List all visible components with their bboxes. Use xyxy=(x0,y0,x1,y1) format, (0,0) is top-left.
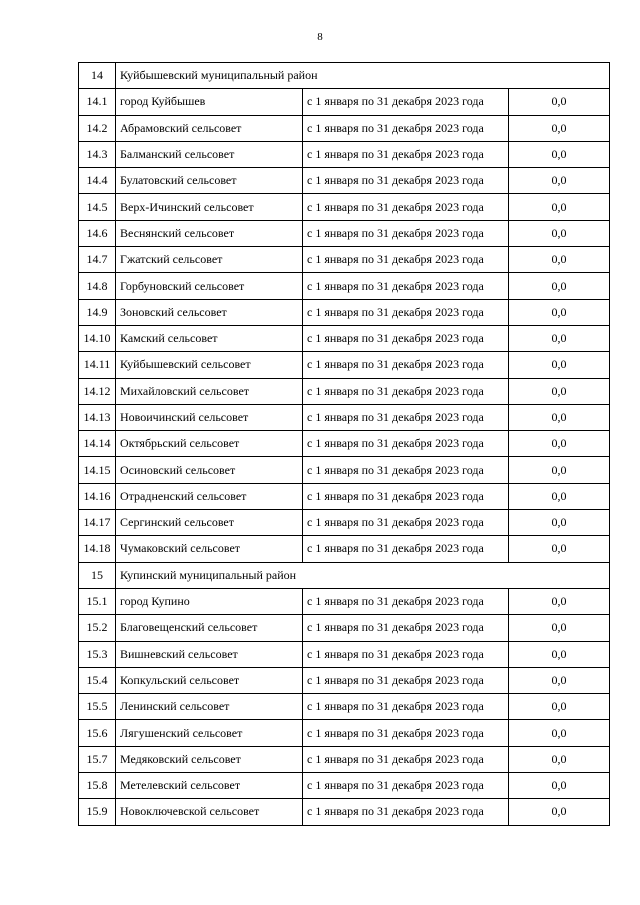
period-text: с 1 января по 31 декабря 2023 года xyxy=(303,273,509,299)
rate-value: 0,0 xyxy=(509,615,610,641)
rate-value: 0,0 xyxy=(509,641,610,667)
page-number: 8 xyxy=(317,31,323,43)
municipality-name: Зоновский сельсовет xyxy=(116,299,303,325)
municipality-name: Новоключевской сельсовет xyxy=(116,799,303,825)
rate-value: 0,0 xyxy=(509,194,610,220)
municipality-name: Абрамовский сельсовет xyxy=(116,115,303,141)
table-body xyxy=(79,63,610,826)
municipality-name: Михайловский сельсовет xyxy=(116,378,303,404)
table-row xyxy=(79,115,610,141)
municipality-name: Веснянский сельсовет xyxy=(116,220,303,246)
row-number: 15.3 xyxy=(79,641,116,667)
period-text: с 1 января по 31 декабря 2023 года xyxy=(303,773,509,799)
period-text: с 1 января по 31 декабря 2023 года xyxy=(303,194,509,220)
period-text: с 1 января по 31 декабря 2023 года xyxy=(303,299,509,325)
rate-value: 0,0 xyxy=(509,404,610,430)
table-row xyxy=(79,746,610,772)
table-row xyxy=(79,615,610,641)
municipality-name: Благовещенский сельсовет xyxy=(116,615,303,641)
rate-value: 0,0 xyxy=(509,115,610,141)
period-text: с 1 января по 31 декабря 2023 года xyxy=(303,667,509,693)
table-row xyxy=(79,194,610,220)
period-text: с 1 января по 31 декабря 2023 года xyxy=(303,799,509,825)
municipality-name: Балманский сельсовет xyxy=(116,141,303,167)
section-header-row xyxy=(79,63,610,89)
period-text: с 1 января по 31 декабря 2023 года xyxy=(303,352,509,378)
rate-value: 0,0 xyxy=(509,746,610,772)
period-text: с 1 января по 31 декабря 2023 года xyxy=(303,325,509,351)
row-number: 14.3 xyxy=(79,141,116,167)
row-number: 15.7 xyxy=(79,746,116,772)
row-number: 15.1 xyxy=(79,588,116,614)
municipality-name: Куйбышевский сельсовет xyxy=(116,352,303,378)
table-row xyxy=(79,168,610,194)
table-row xyxy=(79,536,610,562)
table-row xyxy=(79,483,610,509)
rate-value: 0,0 xyxy=(509,325,610,351)
municipality-name: Ленинский сельсовет xyxy=(116,694,303,720)
rate-value: 0,0 xyxy=(509,720,610,746)
rate-value: 0,0 xyxy=(509,510,610,536)
rate-value: 0,0 xyxy=(509,352,610,378)
municipality-name: Камский сельсовет xyxy=(116,325,303,351)
period-text: с 1 января по 31 декабря 2023 года xyxy=(303,615,509,641)
table-row xyxy=(79,799,610,825)
table-row xyxy=(79,141,610,167)
table-row xyxy=(79,89,610,115)
table-row xyxy=(79,273,610,299)
rate-value: 0,0 xyxy=(509,536,610,562)
municipality-name: Верх-Ичинский сельсовет xyxy=(116,194,303,220)
municipality-name: Октябрьский сельсовет xyxy=(116,431,303,457)
rate-value: 0,0 xyxy=(509,694,610,720)
period-text: с 1 января по 31 декабря 2023 года xyxy=(303,746,509,772)
row-number: 14.17 xyxy=(79,510,116,536)
table-row xyxy=(79,588,610,614)
row-number: 14.18 xyxy=(79,536,116,562)
section-title: Куйбышевский муниципальный район xyxy=(116,63,610,89)
municipality-name: Гжатский сельсовет xyxy=(116,247,303,273)
rate-value: 0,0 xyxy=(509,483,610,509)
period-text: с 1 января по 31 декабря 2023 года xyxy=(303,89,509,115)
rate-value: 0,0 xyxy=(509,168,610,194)
row-number: 14.9 xyxy=(79,299,116,325)
row-number: 15.9 xyxy=(79,799,116,825)
table-row xyxy=(79,352,610,378)
section-number: 14 xyxy=(79,63,116,89)
rate-value: 0,0 xyxy=(509,588,610,614)
row-number: 14.13 xyxy=(79,404,116,430)
table-row xyxy=(79,510,610,536)
period-text: с 1 января по 31 декабря 2023 года xyxy=(303,378,509,404)
period-text: с 1 января по 31 декабря 2023 года xyxy=(303,457,509,483)
row-number: 14.11 xyxy=(79,352,116,378)
rate-value: 0,0 xyxy=(509,457,610,483)
table-row xyxy=(79,773,610,799)
section-number: 15 xyxy=(79,562,116,588)
municipality-name: Булатовский сельсовет xyxy=(116,168,303,194)
row-number: 15.2 xyxy=(79,615,116,641)
rate-value: 0,0 xyxy=(509,378,610,404)
municipality-name: Горбуновский сельсовет xyxy=(116,273,303,299)
municipality-name: Копкульский сельсовет xyxy=(116,667,303,693)
period-text: с 1 января по 31 декабря 2023 года xyxy=(303,247,509,273)
table-row xyxy=(79,404,610,430)
table-row xyxy=(79,720,610,746)
rate-value: 0,0 xyxy=(509,89,610,115)
table-row xyxy=(79,431,610,457)
municipality-name: Отрадненский сельсовет xyxy=(116,483,303,509)
period-text: с 1 января по 31 декабря 2023 года xyxy=(303,720,509,746)
rate-value: 0,0 xyxy=(509,141,610,167)
rate-value: 0,0 xyxy=(509,299,610,325)
table-row xyxy=(79,667,610,693)
municipality-name: Метелевский сельсовет xyxy=(116,773,303,799)
rate-value: 0,0 xyxy=(509,799,610,825)
period-text: с 1 января по 31 декабря 2023 года xyxy=(303,536,509,562)
row-number: 14.1 xyxy=(79,89,116,115)
row-number: 14.2 xyxy=(79,115,116,141)
row-number: 15.8 xyxy=(79,773,116,799)
row-number: 14.16 xyxy=(79,483,116,509)
municipality-name: город Купино xyxy=(116,588,303,614)
rate-value: 0,0 xyxy=(509,273,610,299)
period-text: с 1 января по 31 декабря 2023 года xyxy=(303,510,509,536)
table-row xyxy=(79,325,610,351)
row-number: 14.15 xyxy=(79,457,116,483)
period-text: с 1 января по 31 декабря 2023 года xyxy=(303,115,509,141)
municipality-name: Чумаковский сельсовет xyxy=(116,536,303,562)
row-number: 15.6 xyxy=(79,720,116,746)
period-text: с 1 января по 31 декабря 2023 года xyxy=(303,694,509,720)
table-row xyxy=(79,220,610,246)
row-number: 15.4 xyxy=(79,667,116,693)
table-row xyxy=(79,641,610,667)
municipality-name: Вишневский сельсовет xyxy=(116,641,303,667)
period-text: с 1 января по 31 декабря 2023 года xyxy=(303,431,509,457)
table-row xyxy=(79,378,610,404)
period-text: с 1 января по 31 декабря 2023 года xyxy=(303,141,509,167)
allocation-table xyxy=(78,62,610,826)
row-number: 14.4 xyxy=(79,168,116,194)
period-text: с 1 января по 31 декабря 2023 года xyxy=(303,168,509,194)
municipality-name: Медяковский сельсовет xyxy=(116,746,303,772)
rate-value: 0,0 xyxy=(509,220,610,246)
municipality-name: Сергинский сельсовет xyxy=(116,510,303,536)
rate-value: 0,0 xyxy=(509,773,610,799)
row-number: 14.10 xyxy=(79,325,116,351)
table-row xyxy=(79,457,610,483)
table-row xyxy=(79,694,610,720)
period-text: с 1 января по 31 декабря 2023 года xyxy=(303,483,509,509)
row-number: 14.5 xyxy=(79,194,116,220)
municipality-name: Лягушенский сельсовет xyxy=(116,720,303,746)
period-text: с 1 января по 31 декабря 2023 года xyxy=(303,220,509,246)
row-number: 14.6 xyxy=(79,220,116,246)
rate-value: 0,0 xyxy=(509,247,610,273)
municipality-name: Осиновский сельсовет xyxy=(116,457,303,483)
section-title: Купинский муниципальный район xyxy=(116,562,610,588)
rate-value: 0,0 xyxy=(509,667,610,693)
rate-value: 0,0 xyxy=(509,431,610,457)
period-text: с 1 января по 31 декабря 2023 года xyxy=(303,404,509,430)
section-header-row xyxy=(79,562,610,588)
period-text: с 1 января по 31 декабря 2023 года xyxy=(303,588,509,614)
row-number: 14.12 xyxy=(79,378,116,404)
row-number: 15.5 xyxy=(79,694,116,720)
row-number: 14.8 xyxy=(79,273,116,299)
municipality-name: город Куйбышев xyxy=(116,89,303,115)
table-row xyxy=(79,247,610,273)
table-row xyxy=(79,299,610,325)
period-text: с 1 января по 31 декабря 2023 года xyxy=(303,641,509,667)
row-number: 14.7 xyxy=(79,247,116,273)
row-number: 14.14 xyxy=(79,431,116,457)
municipality-name: Новоичинский сельсовет xyxy=(116,404,303,430)
